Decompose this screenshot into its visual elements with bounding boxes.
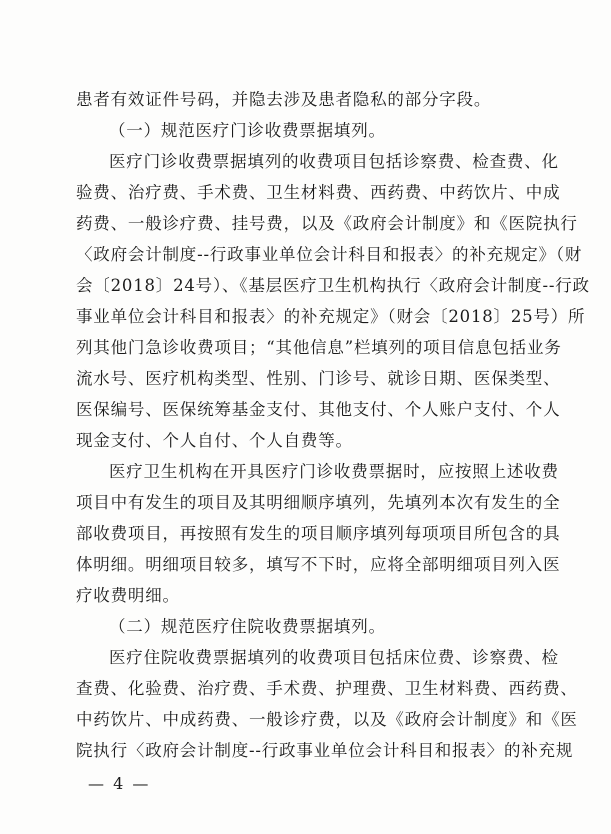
- text-line: 查费、化验费、治疗费、手术费、护理费、卫生材料费、西药费、: [76, 679, 578, 698]
- page-number: — 4 —: [88, 774, 151, 793]
- text-line: 事业单位会计科目和报表〉的补充规定》（财会〔2018〕25号）所: [76, 307, 586, 326]
- text-line: 会〔2018〕24号）、《基层医疗卫生机构执行〈政府会计制度--行政: [76, 276, 590, 295]
- text-line: 医疗住院收费票据填列的收费项目包括床位费、诊察费、检: [109, 648, 559, 667]
- text-line: 医疗门诊收费票据填列的收费项目包括诊察费、检查费、化: [109, 152, 559, 171]
- text-line: 现金支付、个人自付、个人自费等。: [76, 431, 353, 450]
- text-line: 验费、治疗费、手术费、卫生材料费、西药费、中药饮片、中成: [76, 183, 561, 202]
- text-line: 〈政府会计制度--行政事业单位会计科目和报表〉的补充规定》（财: [76, 245, 583, 264]
- text-line: 院执行〈政府会计制度--行政事业单位会计科目和报表〉的补充规: [76, 741, 574, 760]
- text-line: 流水号、医疗机构类型、性别、门诊号、就诊日期、医保类型、: [76, 369, 561, 388]
- text-line: 患者有效证件号码，并隐去涉及患者隐私的部分字段。: [76, 90, 492, 109]
- section-heading-inpatient: （二）规范医疗住院收费票据填列。: [109, 617, 386, 636]
- text-line: 列其他门急诊收费项目；“其他信息”栏填列的项目信息包括业务: [76, 338, 562, 357]
- text-line: 项目中有发生的项目及其明细顺序填列，先填列本次有发生的全: [76, 493, 561, 512]
- body-text: [76, 84, 590, 766]
- text-line: 疗收费明细。: [76, 586, 180, 605]
- text-line: 医保编号、医保统筹基金支付、其他支付、个人账户支付、个人: [76, 400, 561, 419]
- text-line: 医疗卫生机构在开具医疗门诊收费票据时，应按照上述收费: [109, 462, 559, 481]
- text-line: 中药饮片、中成药费、一般诊疗费，以及《政府会计制度》和《医: [76, 710, 578, 729]
- text-line: 药费、一般诊疗费、挂号费，以及《政府会计制度》和《医院执行: [76, 214, 578, 233]
- text-line: 部收费项目，再按照有发生的项目顺序填列每项项目所包含的具: [76, 524, 561, 543]
- text-line: 体明细。明细项目较多，填写不下时，应将全部明细项目列入医: [76, 555, 561, 574]
- section-heading-outpatient: （一）规范医疗门诊收费票据填列。: [109, 121, 386, 140]
